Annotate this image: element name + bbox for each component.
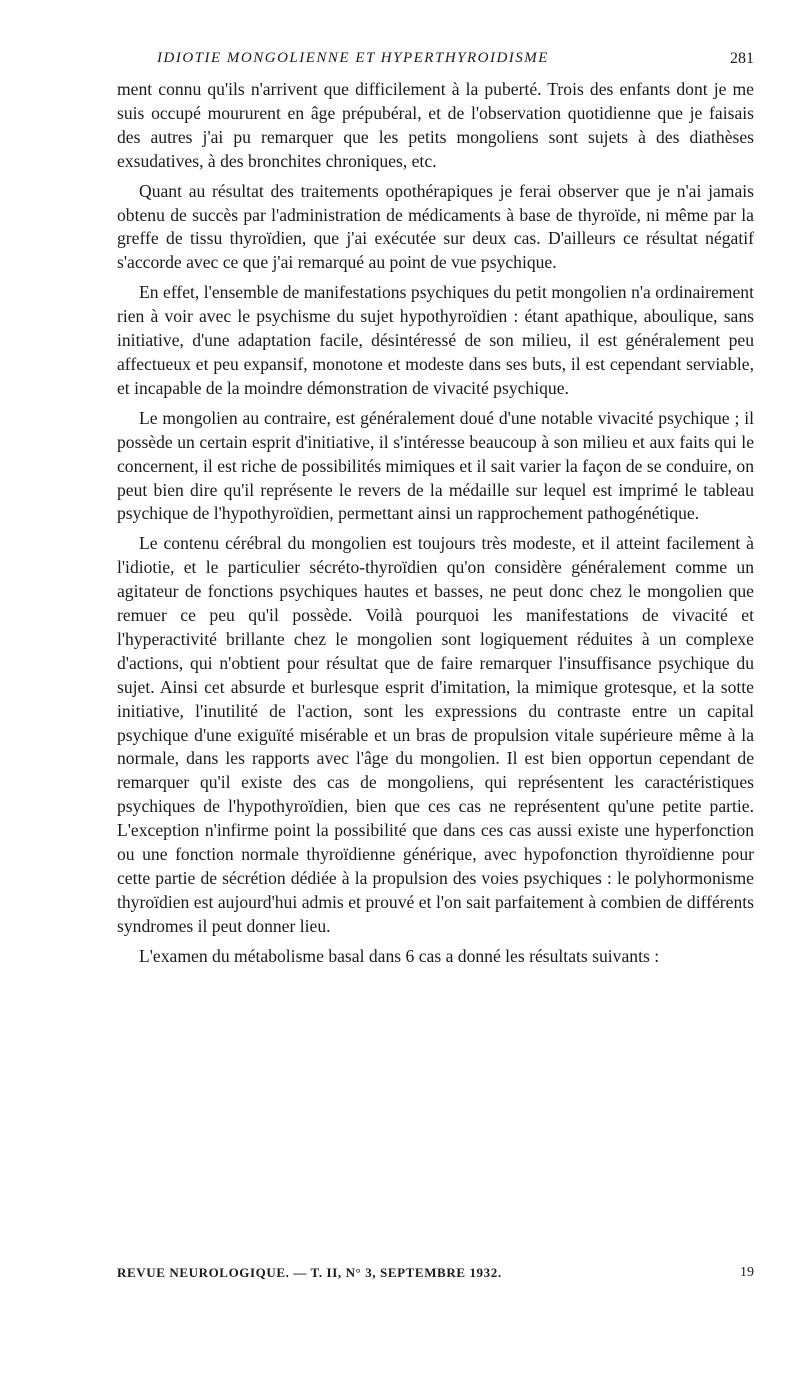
paragraph-mongolian-vivacity: Le mongolien au contraire, est généralement doué d'une notable vivacité psychique ; il possède un certain esprit d'initiative, il s'intéresse beaucoup à son milieu et aux faits qui le concernent, il est riche de possibilités mimiques et il sait varier la façon de se conduire, on peut bien dire qu'il représente le revers de la médaille sur lequel est imprimé le tableau psychique de l'hypothyroïdien, permettant ainsi un rapprochement pathogénétique. (117, 407, 754, 524)
journal-citation: REVUE NEUROLOGIQUE. — T. II, N° 3, SEPTEMBRE 1932. (117, 1265, 502, 1280)
paragraph-continuation: ment connu qu'ils n'arrivent que difficilement à la puberté. Trois des enfants dont je me suis occupé moururent en âge prépubéral, et de l'observation quotidienne que je faisais des autres j'ai pu remarquer que les petits mongoliens sont sujets à des diathèses exsudatives, à des bronchites chroniques, etc. (117, 79, 754, 171)
page-footer (117, 1265, 754, 1287)
page-content (117, 50, 754, 975)
page-number: 281 (730, 50, 754, 67)
running-title: IDIOTIE MONGOLIENNE ET HYPERTHYROIDISME (157, 50, 549, 66)
paragraph-basal-metabolism: L'examen du métabolisme basal dans 6 cas a donné les résultats suivants : (139, 945, 660, 966)
paragraph-cerebral-content: Le contenu cérébral du mongolien est toujours très modeste, et il atteint facilement à l'idiotie, et le particulier sécréto-thyroïdien qu'on considère généralement comme un agitateur de fonctions psychiques hautes et basses, ne peut donc chez le mongolien que remuer ce peu qu'il possède. Voilà pourquoi les manifestations de vivacité et l'hyperactivité brillante chez le mongolien sont logiquement réduites à un complexe d'actions, qui n'obtient pour résultat que de faire remarquer l'insuffisance psychique du sujet. Ainsi cet absurde et burlesque esprit d'imitation, la mimique grotesque, et la sotte initiative, l'inutilité de l'action, sont les expressions du contraste entre un capital psychique d'une exiguïté misérable et un bras de propulsion vitale supérieure même à la normale, dans les rapports avec l'âge du mongolien. Il est bien opportun cependant de remarquer qu'il existe des cas de mongoliens, qui représentent les caractéristiques psychiques de l'hypothyroïdien, bien que ces cas ne représentent qu'une petite partie. L'exception n'infirme point la possibilité que dans ces cas aussi existe une hyperfonction ou une fonction normale thyroïdienne générique, avec hypofonction thyroïdienne pour cette partie de sécrétion dédiée à la propulsion des voies psychiques : le polyhormonisme thyroïdien est aujourd'hui admis et prouvé et l'on sait parfaitement à combien de différents syndromes il peut donner lieu. (117, 533, 754, 936)
running-head (117, 50, 754, 78)
article-body (117, 78, 754, 969)
paragraph-hypothyroid-psychism: En effet, l'ensemble de manifestations psychiques du petit mongolien n'a ordinairement rien à voir avec le psychisme du sujet hypothyroïdien : étant apathique, aboulique, sans initiative, d'une adaptation facile, désintéressé de son milieu, il est généralement peu affectueux et peu expansif, monotone et modeste dans ses buts, il est cependant serviable, et incapable de la moindre démonstration de vivacité psychique. (117, 282, 754, 398)
signature-mark: 19 (740, 1265, 754, 1280)
paragraph-opotherapy: Quant au résultat des traitements opothérapiques je ferai observer que je n'ai jamais obtenu de succès par l'administration de médicaments à base de thyroïde, ni même par la greffe de tissu thyroïdien, que j'ai exécutée sur deux cas. D'ailleurs ce résultat négatif s'accorde avec ce que j'ai remarqué au point de vue psychique. (117, 180, 754, 273)
